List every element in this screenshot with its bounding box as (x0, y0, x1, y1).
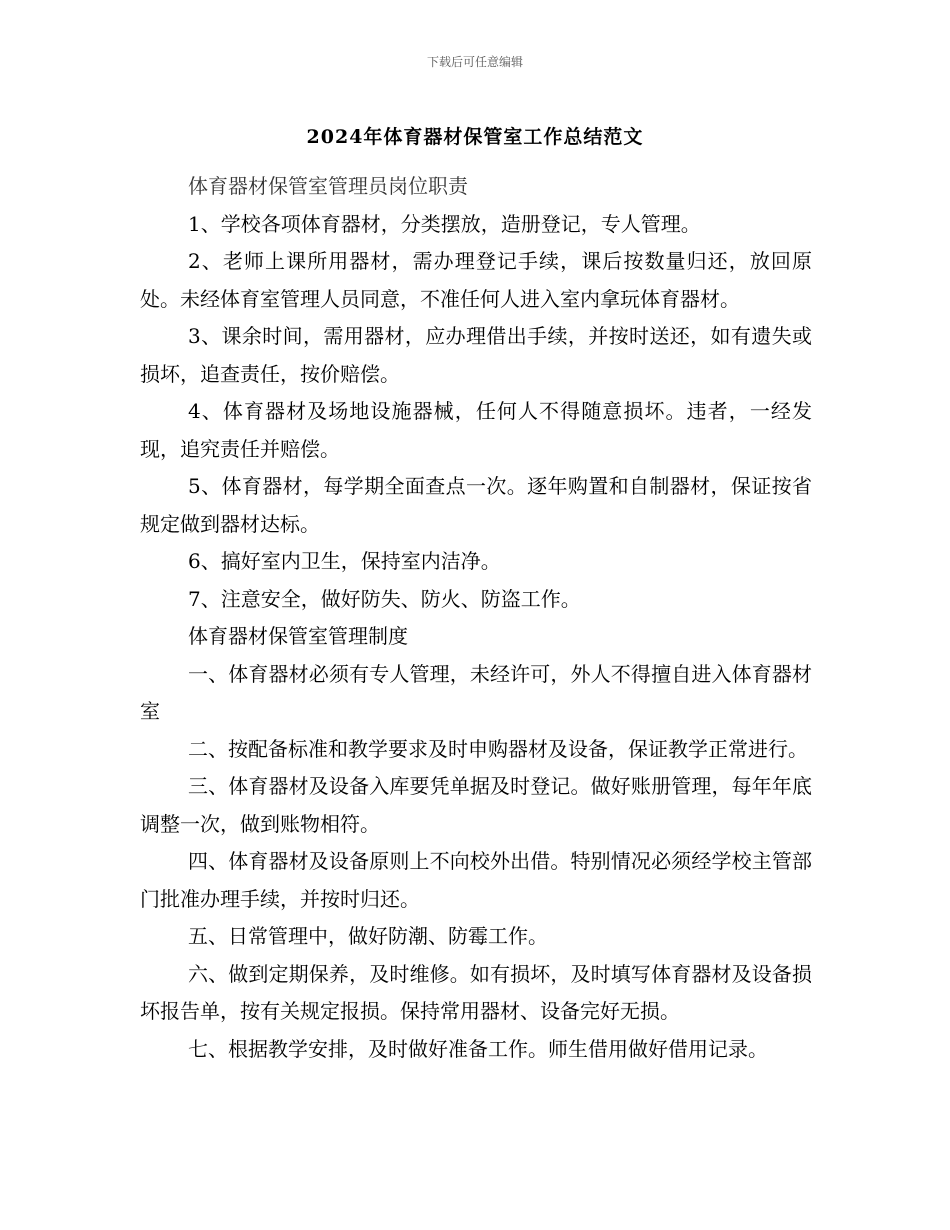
section-heading-rules: 体育器材保管室管理制度 (188, 624, 408, 648)
paragraph: 七、根据教学安排，及时做好准备工作。师生借用做好借用记录。 (188, 1036, 768, 1061)
paragraph: 6、搞好室内卫生，保持室内洁净。 (188, 549, 501, 573)
header-note: 下载后可任意编辑 (426, 55, 523, 69)
paragraph: 7、注意安全，做好防失、防火、防盗工作。 (188, 586, 581, 611)
paragraph: 4、体育器材及场地设施器械，任何人不得随意损坏。违者，一经发现，追究责任并赔偿。 (140, 399, 812, 461)
paragraph: 五、日常管理中，做好防潮、防霉工作。 (188, 924, 548, 948)
paragraph: 二、按配备标准和教学要求及时申购器材及设备，保证教学正常进行。 (188, 736, 808, 761)
paragraph: 5、体育器材，每学期全面查点一次。逐年购置和自制器材，保证按省规定做到器材达标。 (140, 474, 812, 536)
paragraph: 四、体育器材及设备原则上不向校外出借。特别情况必须经学校主管部门批准办理手续，并按时归还。 (140, 849, 812, 911)
paragraph: 1、学校各项体育器材，分类摆放，造册登记，专人管理。 (188, 211, 701, 236)
document-body (140, 168, 812, 1068)
paragraph: 2、老师上课所用器材，需办理登记手续，课后按数量归还，放回原处。未经体育室管理人员同意，不准任何人进入室内拿玩体育器材。 (140, 249, 812, 311)
paragraph: 3、课余时间，需用器材，应办理借出手续，并按时送还，如有遗失或损坏，追查责任，按价赔偿。 (140, 324, 812, 386)
document-title: 2024年体育器材保管室工作总结范文 (306, 126, 644, 148)
paragraph: 一、体育器材必须有专人管理，未经许可，外人不得擅自进入体育器材室 (140, 661, 812, 723)
paragraph: 六、做到定期保养，及时维修。如有损坏，及时填写体育器材及设备损坏报告单，按有关规定报损。保持常用器材、设备完好无损。 (140, 961, 812, 1023)
section-heading-duties: 体育器材保管室管理员岗位职责 (188, 174, 468, 198)
paragraph: 三、体育器材及设备入库要凭单据及时登记。做好账册管理，每年年底调整一次，做到账物相符。 (140, 774, 812, 836)
